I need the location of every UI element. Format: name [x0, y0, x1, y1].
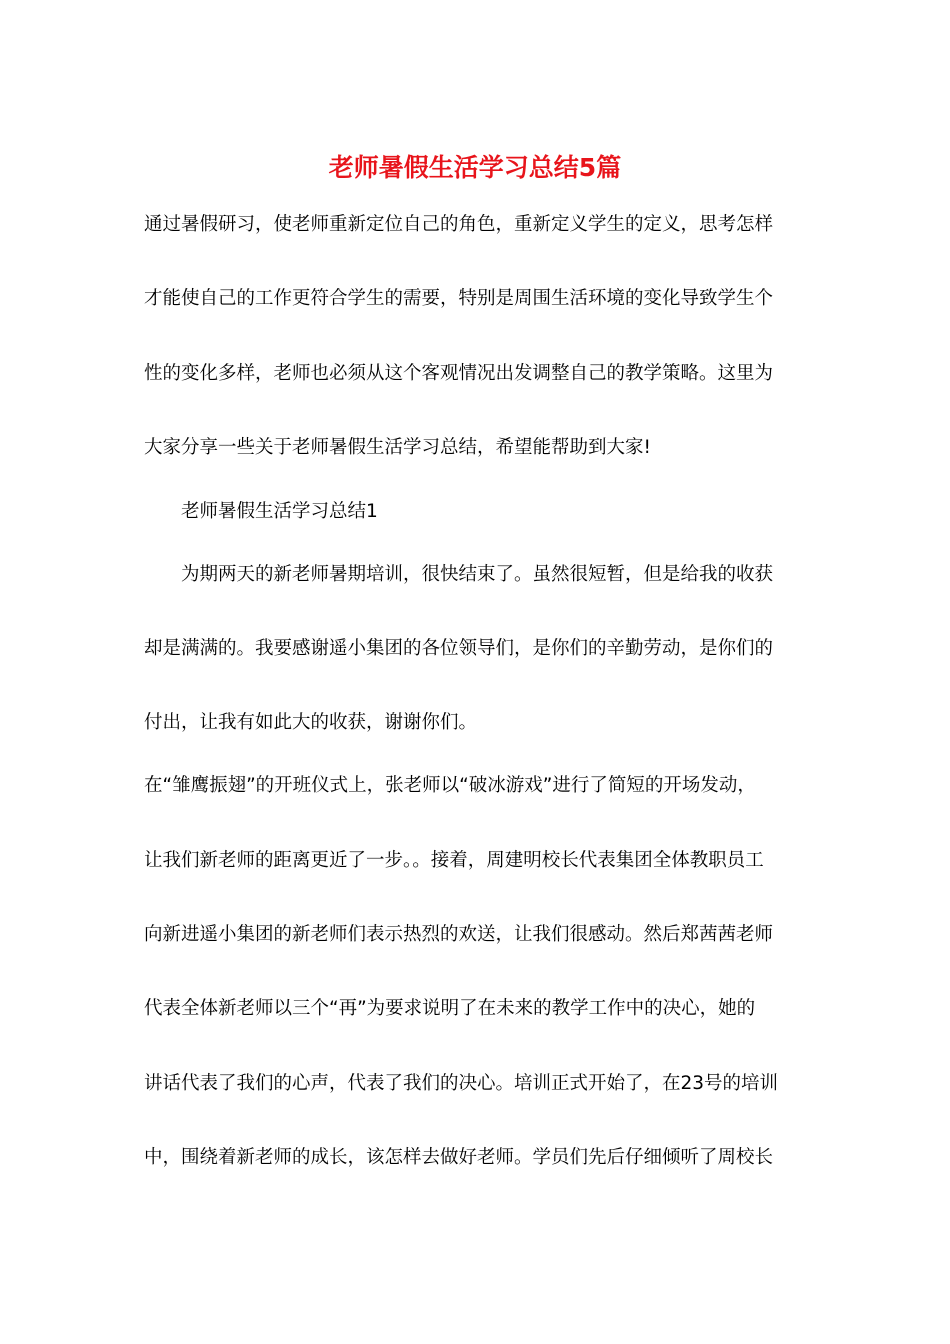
document-title: 老师暑假生活学习总结5篇 [328, 153, 622, 182]
intro-line-3: 性的变化多样，老师也必须从这个客观情况出发调整自己的教学策略。这里为 [144, 363, 774, 384]
paragraph2-line-6: 中，围绕着新老师的成长，该怎样去做好老师。学员们先后仔细倾听了周校长 [144, 1147, 774, 1168]
intro-line-4: 大家分享一些关于老师暑假生活学习总结，希望能帮助到大家! [144, 437, 651, 458]
paragraph1-line-1: 为期两天的新老师暑期培训，很快结束了。虽然很短暂，但是给我的收获 [181, 564, 774, 585]
paragraph1-line-3: 付出，让我有如此大的收获，谢谢你们。 [144, 712, 478, 733]
paragraph1-line-2: 却是满满的。我要感谢遥小集团的各位领导们，是你们的辛勤劳动，是你们的 [144, 638, 774, 659]
intro-line-2: 才能使自己的工作更符合学生的需要，特别是周围生活环境的变化导致学生个 [144, 288, 774, 309]
paragraph2-line-2: 让我们新老师的距离更近了一步。。接着，周建明校长代表集团全体教职员工 [144, 850, 764, 871]
paragraph2-line-4: 代表全体新老师以三个“再”为要求说明了在未来的教学工作中的决心，她的 [144, 998, 756, 1019]
paragraph2-line-5: 讲话代表了我们的心声，代表了我们的决心。培训正式开始了，在23号的培训 [144, 1073, 779, 1094]
paragraph2-line-3: 向新进遥小集团的新老师们表示热烈的欢送，让我们很感动。然后郑茜茜老师 [144, 924, 774, 945]
paragraph2-line-1: 在“雏鹰振翅”的开班仪式上，张老师以“破冰游戏”进行了简短的开场发动， [144, 775, 756, 796]
section-heading: 老师暑假生活学习总结1 [181, 501, 378, 522]
intro-line-1: 通过暑假研习，使老师重新定位自己的角色，重新定义学生的定义，思考怎样 [144, 214, 774, 235]
